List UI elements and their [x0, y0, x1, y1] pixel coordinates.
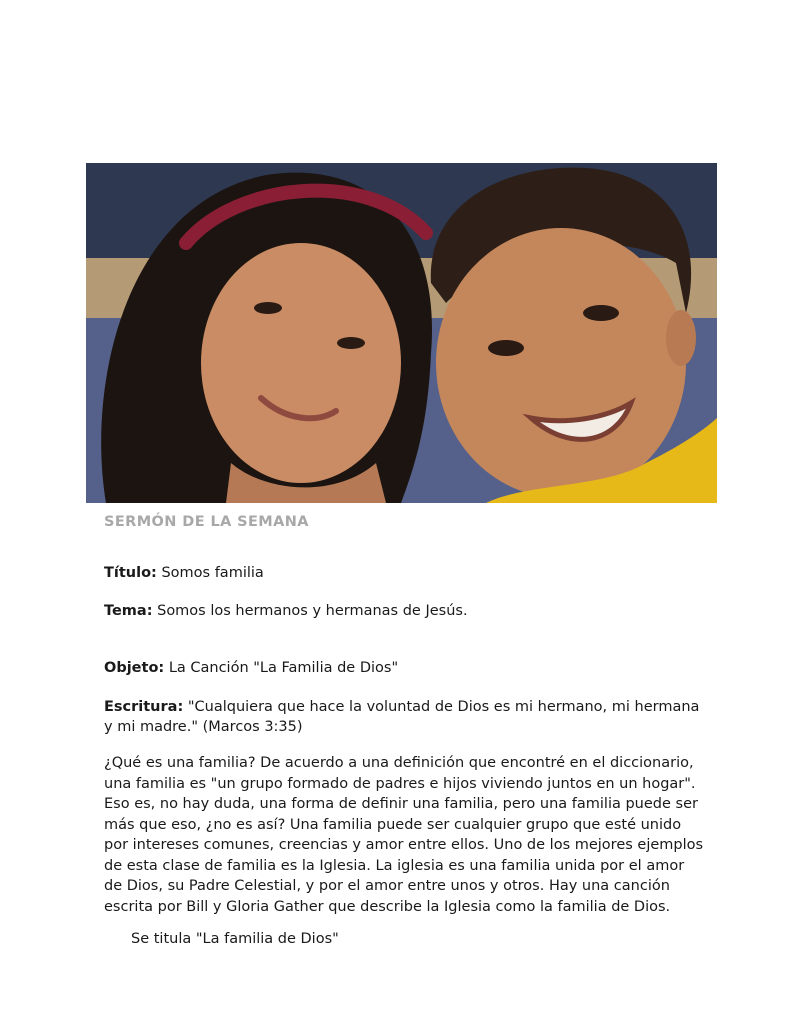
- field-objeto: [104, 658, 398, 678]
- field-tema: [104, 601, 468, 621]
- field-escritura-label: Escritura:: [104, 699, 184, 715]
- field-tema-label: Tema:: [104, 603, 153, 619]
- field-titulo: [104, 563, 264, 583]
- header-photo-children: [86, 163, 717, 503]
- body-paragraph: ¿Qué es una familia? De acuerdo a una definición que encontré en el diccionario, una familia es "un grupo formado de padres e hijos viviendo juntos en un hogar". Eso es, no hay duda, una forma de definir una familia, pero una familia puede ser más que eso, ¿no es así? Una familia puede ser cualquier grupo que esté unido por intereses comunes, creencias y amor entre ellos. Uno de los mejores ejemplos de esta clase de familia es la Iglesia. La iglesia es una familia unida por el amor de Dios, su Padre Celestial, y por el amor entre unos y otros. Hay una canción escrita por Bill y Gloria Gather que describe la Iglesia como la familia de Dios.: [104, 755, 704, 915]
- song-subtitle: Se titula "La familia de Dios": [131, 931, 339, 947]
- field-titulo-value: Somos familia: [161, 565, 264, 581]
- field-titulo-label: Título:: [104, 565, 157, 581]
- section-title: SERMÓN DE LA SEMANA: [104, 514, 309, 530]
- field-objeto-label: Objeto:: [104, 660, 165, 676]
- field-tema-value: Somos los hermanos y hermanas de Jesús.: [157, 603, 468, 619]
- field-objeto-value: La Canción "La Familia de Dios": [168, 660, 399, 676]
- field-escritura-value: "Cualquiera que hace la voluntad de Dios es mi hermano, mi hermana y mi madre." (Marcos 3:35): [104, 699, 700, 735]
- field-escritura: [104, 697, 704, 737]
